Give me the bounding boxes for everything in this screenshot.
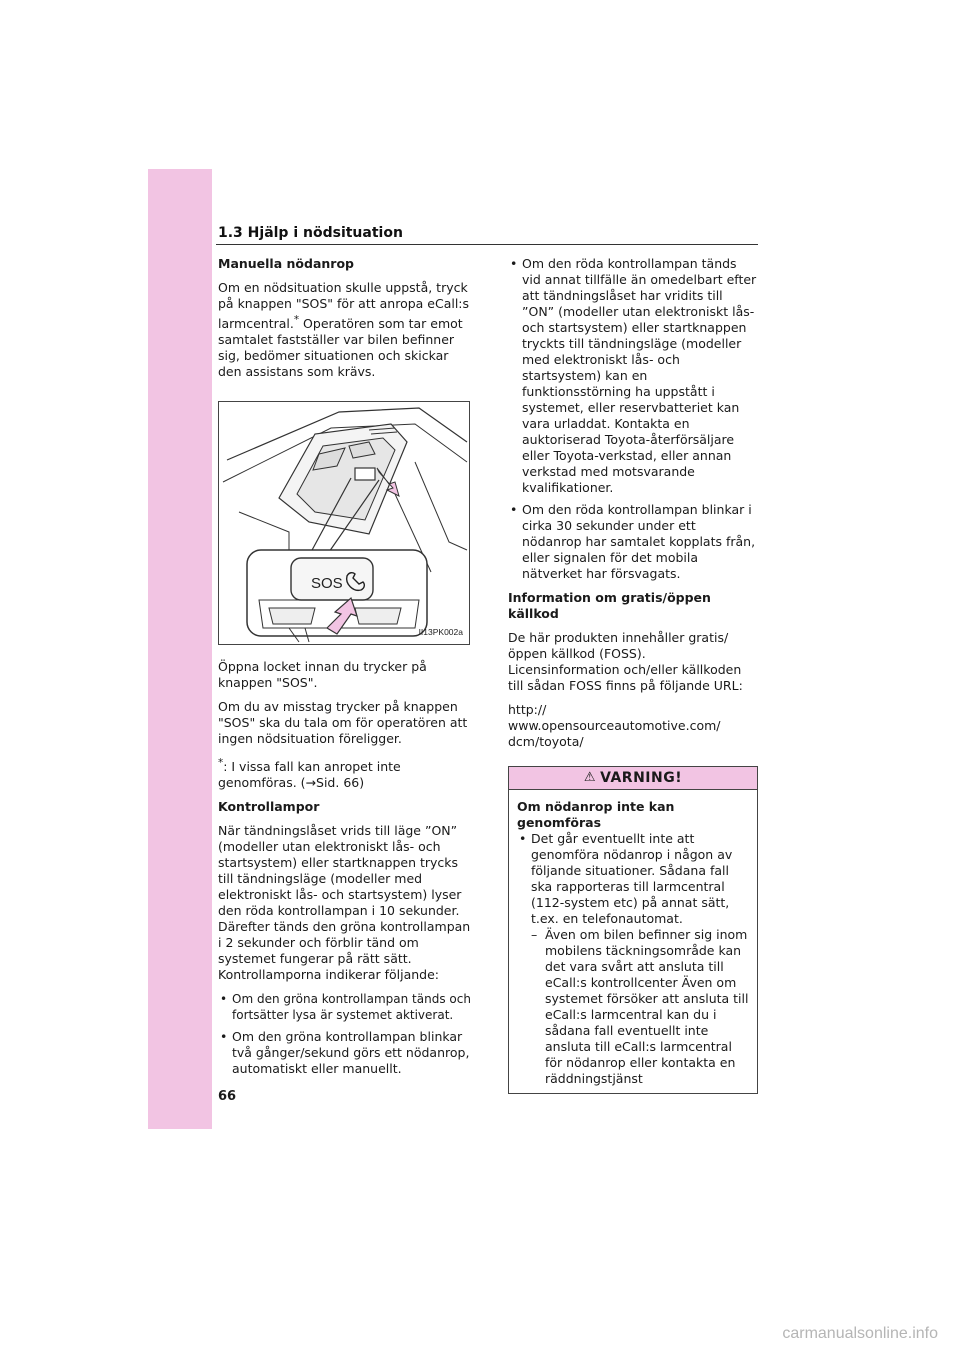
list-item: • Om den gröna kontrollampan blinkar två gånger/sekund görs ett nödanrop, automatiskt eller manuellt. bbox=[218, 1029, 472, 1077]
page-number: 66 bbox=[218, 1089, 237, 1104]
warning-bullet: • Det går eventuellt inte att genomföra nödanrop i någon av följande situationer. Sådana fall ska rapporteras till larmcentral (112-system etc) på annat sätt, t.ex. en telefonautomat. bbox=[517, 831, 749, 927]
warning-header bbox=[509, 767, 757, 790]
list-item: • Om den röda kontrollampan tänds vid annat tillfälle än omedelbart efter att tändningslåset har vridits till ”ON” (modeller utan elektroniskt lås- och startsystem) eller startknappen tryckts till tändningsläge (modeller med elektroniskt lås- och startsystem) kan en funktionsstörning ha uppstått i systemet, eller reservbatteriet kan vara urladdat. Kontakta en auktoriserad Toyota-återförsäljare eller Toyota-verkstad, eller annan verkstad med motsvarande kvalifikationer. bbox=[508, 256, 758, 496]
watermark: carmanualsonline.info bbox=[782, 1325, 938, 1342]
indicator-lamps-heading: Kontrollampor bbox=[218, 799, 320, 815]
figure-code: II13PK002a bbox=[418, 627, 463, 638]
section-title: 1.3 Hjälp i nödsituation bbox=[218, 225, 403, 241]
mistake-text: Om du av misstag trycker på knappen "SOS" ska du tala om för operatören att ingen nödsituation föreligger. bbox=[218, 699, 468, 747]
indicator-lamps-text: När tändningslåset vrids till läge ”ON” (modeller utan elektroniskt lås- och startsystem) eller startknappen trycks till tändningsläge (modeller med elektroniskt lås- och startsystem) lyser den röda kontrollampan i 10 sekunder. Därefter tänds den gröna kontrollampan i 2 sekunder och förblir tänd om systemet fungerar på rätt sätt. Kontrollamporna indikerar följande: bbox=[218, 823, 471, 983]
open-cover-text: Öppna locket innan du trycker på knappen "SOS". bbox=[218, 659, 427, 691]
manual-call-text: Om en nödsituation skulle uppstå, tryck på knappen "SOS" för att anropa eCall:s larmcentral.* Operatören som tar emot samtalet fastställer var bilen befinner sig, bedömer situationen och skickar den assistans som krävs. bbox=[218, 280, 470, 380]
sos-button-illustration bbox=[218, 401, 470, 645]
overhead-console-drawing bbox=[219, 402, 469, 644]
list-item: • Om den gröna kontrollampan tänds och fortsätter lysa är systemet aktiverat. bbox=[218, 991, 472, 1023]
sos-button-label: SOS bbox=[311, 575, 343, 593]
footnote-marker: * bbox=[293, 314, 300, 326]
warning-sub-item: – Även om bilen befinner sig inom mobilens täckningsområde kan det vara svårt att ansluta till eCall:s kontrollcenter Även om systemet försöker att ansluta till eCall:s larmcentral kan du i sådana fall eventuellt inte ansluta till eCall:s larmcentral för nödanrop eller kontakta en räddningstjänst bbox=[517, 927, 749, 1087]
foss-heading: Information om gratis/öppen källkod bbox=[508, 590, 711, 621]
list-item: • Om den röda kontrollampan blinkar i cirka 30 sekunder under ett nödanrop har samtalet kopplats från, eller signalen för det mobila nätverket har försvagats. bbox=[508, 502, 758, 582]
manual-call-heading: Manuella nödanrop bbox=[218, 256, 354, 271]
foss-url[interactable]: http:// www.opensourceautomotive.com/ dcm/toyota/ bbox=[508, 702, 721, 749]
right-column bbox=[508, 256, 758, 1094]
chapter-side-band bbox=[148, 169, 212, 1129]
warning-box bbox=[508, 766, 758, 1094]
warning-triangle-icon: ⚠ bbox=[583, 770, 597, 785]
left-column bbox=[218, 256, 472, 1085]
foss-text: De här produkten innehåller gratis/öppen källkod (FOSS). Licensinformation och/eller källkoden till sådan FOSS finns på följande URL: bbox=[508, 630, 743, 693]
warning-heading: Om nödanrop inte kan genomföras bbox=[517, 799, 675, 830]
warning-title: VARNING! bbox=[600, 770, 683, 786]
title-divider bbox=[216, 244, 758, 245]
footnote: *: I vissa fall kan anropet inte genomföras. (→Sid. 66) bbox=[218, 757, 401, 791]
